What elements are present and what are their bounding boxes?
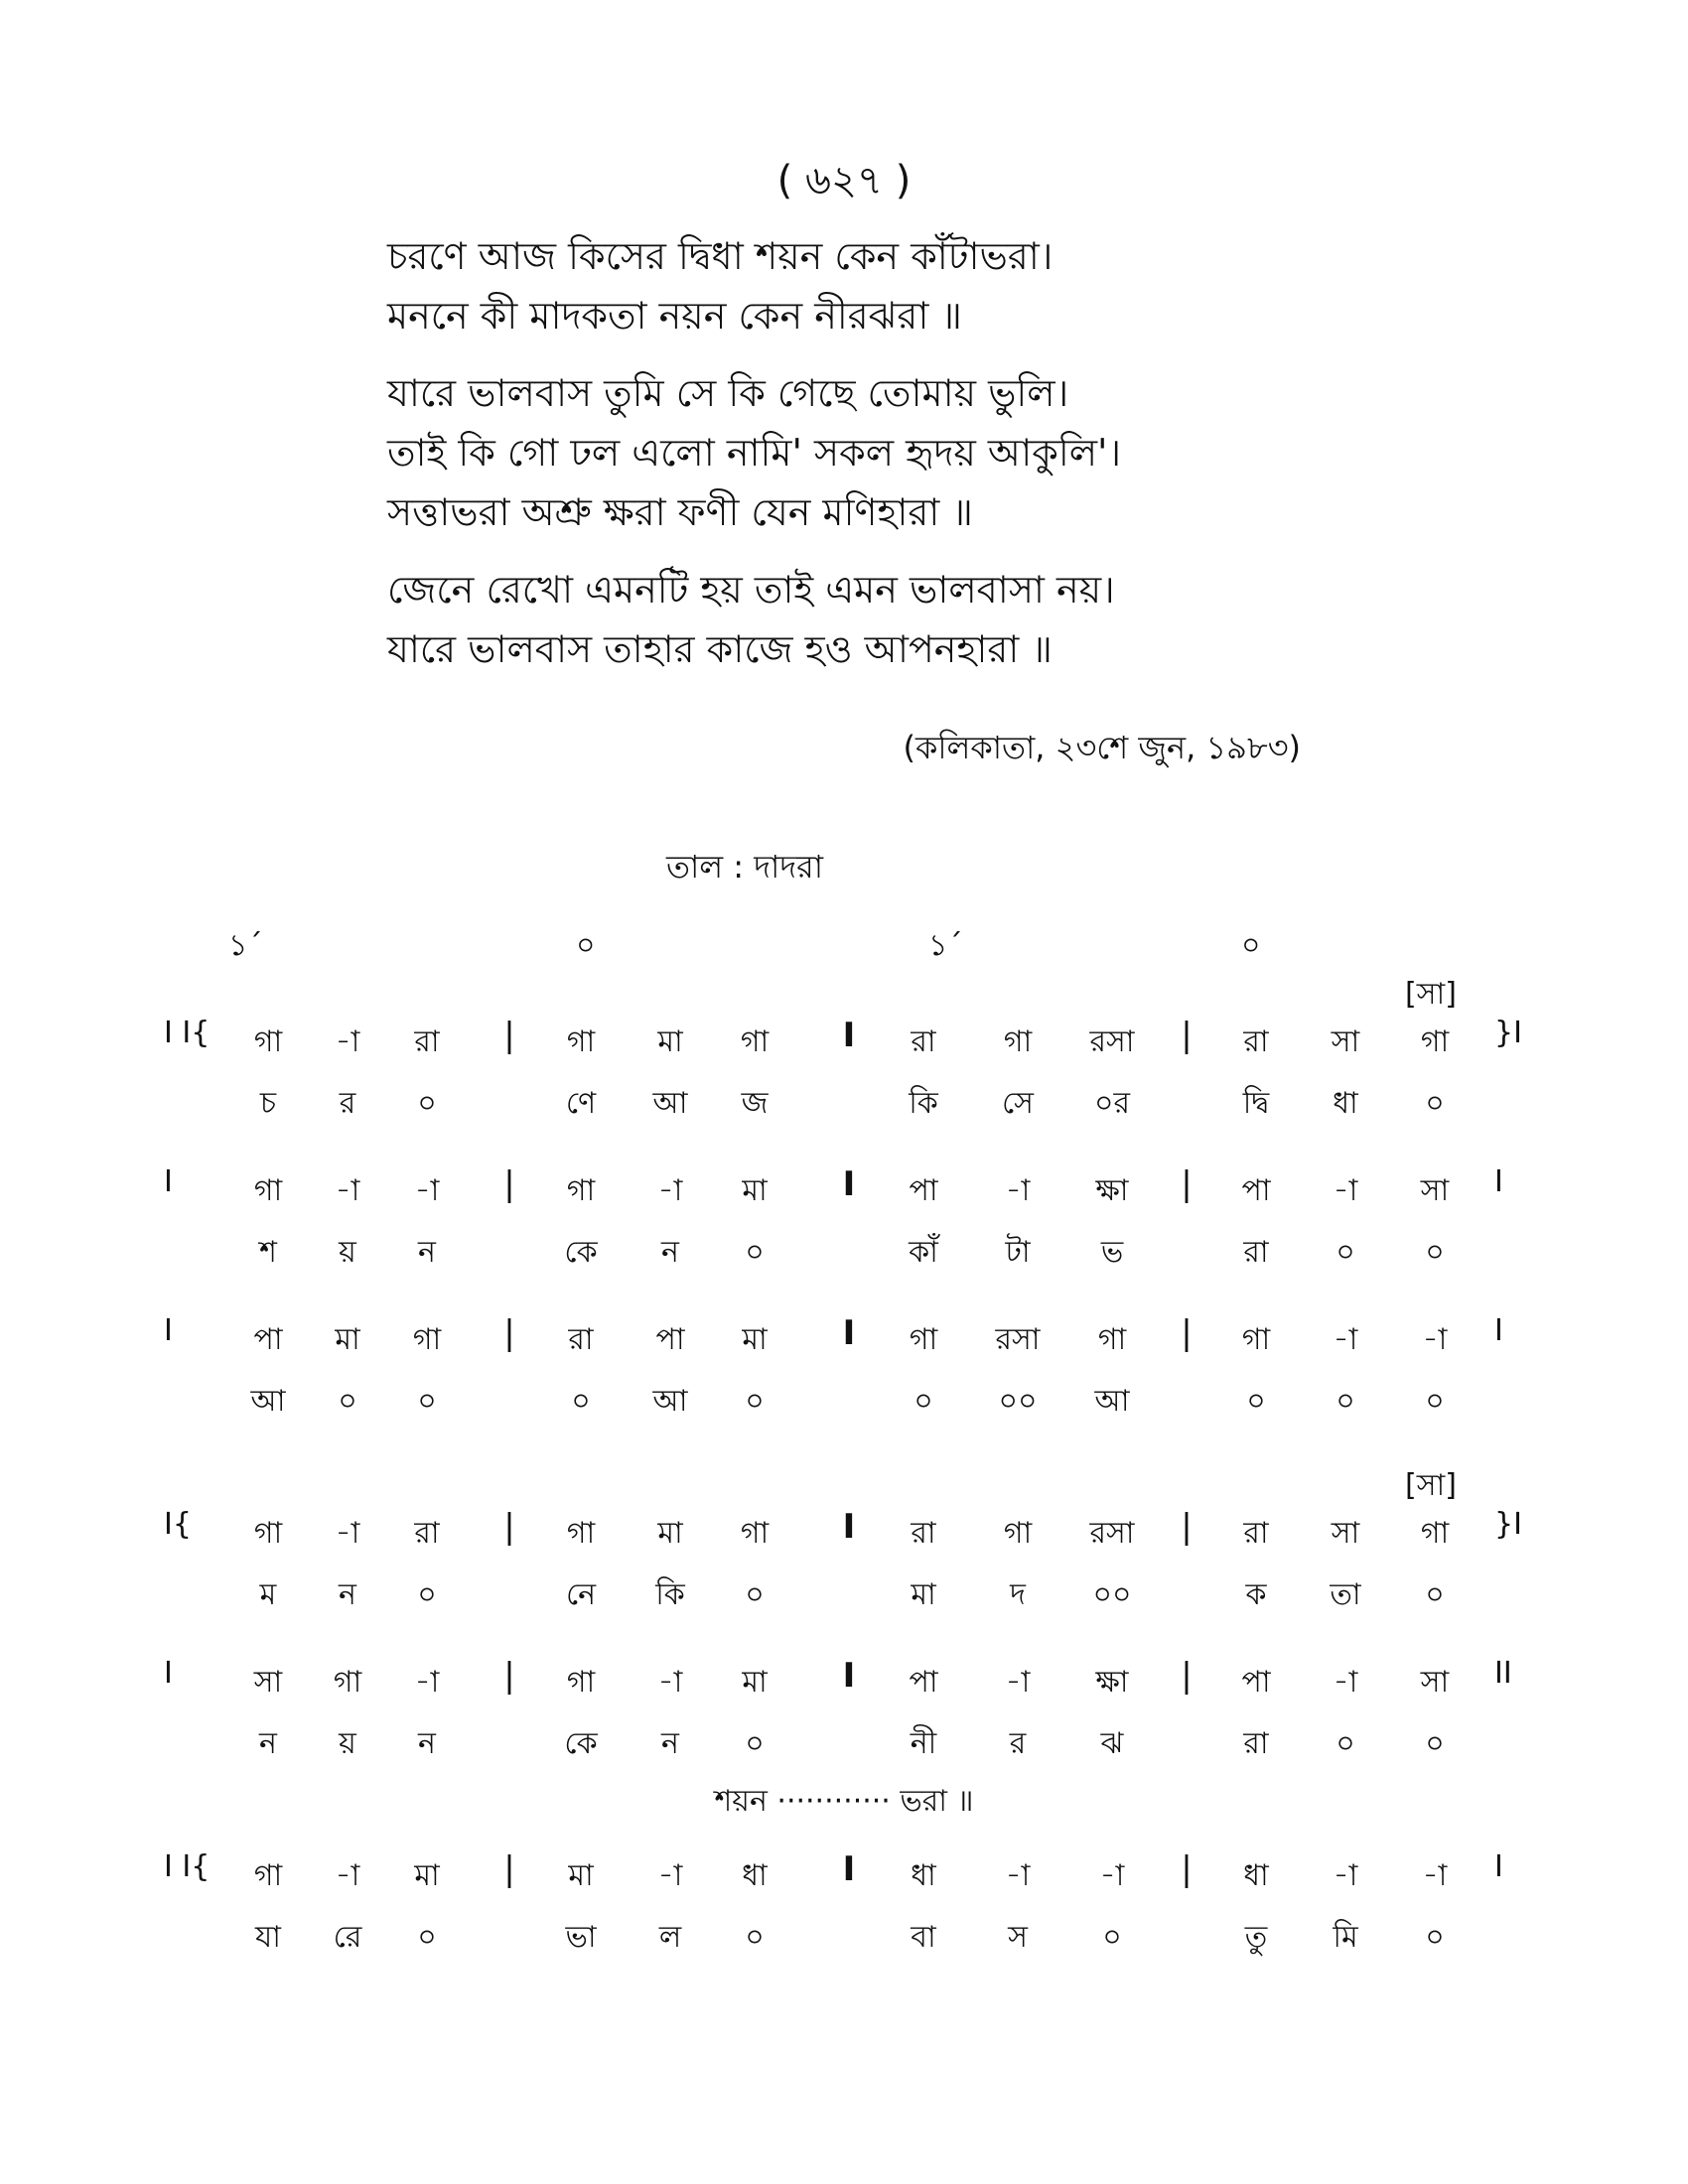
swara-note: পা <box>909 1173 938 1208</box>
lyric-syllable: ০ <box>745 1920 765 1955</box>
bar-separator: | <box>503 1016 515 1055</box>
place-date-note: (কলিকাতা, ২৩শে জুন, ১৯৮৩) <box>903 729 1301 766</box>
swara-note: রা <box>414 1516 440 1551</box>
extra-note: [সা] <box>1405 977 1457 1012</box>
swara-note: সা <box>1420 1173 1450 1208</box>
swara-note: মা <box>657 1024 683 1059</box>
refrain-note: শয়ন ············ ভরা ॥ <box>714 1784 974 1819</box>
lyric-syllable: কে <box>564 1726 598 1761</box>
swara-note: -া <box>1333 1173 1358 1208</box>
swara-note: পা <box>1241 1173 1271 1208</box>
lyric-syllable: ম <box>259 1577 277 1612</box>
lyric-syllable: য় <box>339 1235 356 1270</box>
lyric-syllable: ০ <box>745 1577 765 1612</box>
swara-note: রসা <box>995 1322 1041 1357</box>
lyric-syllable: ক <box>1245 1577 1267 1612</box>
swara-note: মা <box>657 1516 683 1551</box>
lyric-syllable: ০ <box>1246 1384 1266 1419</box>
lyric-syllable: ০ <box>745 1384 765 1419</box>
beat-mark: ০ <box>576 928 596 963</box>
lyric-syllable: ০ <box>417 1384 437 1419</box>
lyric-syllable: আ <box>250 1384 286 1419</box>
lyric-line: সত্তাভরা অশ্রু ক্ষরা ফণী যেন মণিহারা ॥ <box>387 490 973 534</box>
lyric-syllable: স <box>1008 1920 1028 1955</box>
lyric-syllable: ণে <box>565 1086 597 1121</box>
swara-note: -া <box>1005 1665 1031 1700</box>
swara-note: রা <box>414 1024 440 1059</box>
lyric-syllable: ০ <box>571 1384 591 1419</box>
lyric-syllable: ধা <box>1333 1086 1358 1121</box>
lyric-syllable: ০০ <box>1092 1577 1132 1612</box>
swara-note: গা <box>253 1516 283 1551</box>
lyric-syllable: ন <box>339 1577 356 1612</box>
swara-note: রা <box>1243 1516 1269 1551</box>
swara-note: রসা <box>1089 1024 1135 1059</box>
lyric-syllable: শ <box>259 1235 277 1270</box>
bar-separator: | <box>1181 1016 1193 1055</box>
swara-note: -া <box>657 1665 683 1700</box>
lyric-syllable: ০ <box>914 1384 933 1419</box>
lyric-syllable: ০ <box>1102 1920 1122 1955</box>
lyric-syllable: নী <box>910 1726 937 1761</box>
swara-note: রা <box>911 1024 936 1059</box>
lyric-line: যারে ভালবাস তাহার কাজে হও আপনহারা ॥ <box>387 627 1053 671</box>
lyric-stanza <box>387 363 1380 542</box>
bar-separator: | <box>503 1656 515 1696</box>
lyric-syllable: ০ <box>417 1920 437 1955</box>
lyric-stanza <box>387 560 1380 679</box>
lyric-syllable: আ <box>1094 1384 1130 1419</box>
swara-note: গা <box>1420 1516 1450 1551</box>
swara-note: গা <box>412 1322 442 1357</box>
swara-note: -া <box>414 1173 440 1208</box>
swara-note: মা <box>742 1665 768 1700</box>
swara-note: ক্ষা <box>1095 1665 1129 1700</box>
swara-note: সা <box>253 1665 283 1700</box>
swara-note: মা <box>742 1173 768 1208</box>
tala-title: তাল : দাদরা <box>665 848 824 886</box>
swara-note: গা <box>566 1173 596 1208</box>
row-end-mark: II <box>1494 1656 1512 1691</box>
swara-note: মা <box>568 1858 594 1893</box>
lyric-syllable: ০ <box>1425 1577 1445 1612</box>
lyric-syllable: ০ <box>1425 1726 1445 1761</box>
swara-note: -া <box>335 1858 360 1893</box>
lyric-syllable: রা <box>1243 1235 1269 1270</box>
lyric-syllable: কে <box>564 1235 598 1270</box>
swara-note: -া <box>335 1516 360 1551</box>
row-start-mark: I{ <box>164 1507 192 1542</box>
swara-note: মা <box>414 1858 440 1893</box>
lyric-syllable: র <box>339 1086 356 1121</box>
swara-note: সা <box>1420 1665 1450 1700</box>
lyric-syllable: ০ <box>745 1726 765 1761</box>
lyric-syllable: ০ <box>1425 1086 1445 1121</box>
lyric-syllable: কাঁ <box>909 1235 938 1270</box>
bar-separator: I <box>842 1164 856 1204</box>
lyric-syllable: ০ <box>745 1235 765 1270</box>
lyric-line: তাই কি গো ঢল এলো নামি' সকল হৃদয় আকুলি'। <box>387 431 1122 475</box>
lyric-syllable: ০ <box>417 1577 437 1612</box>
swara-note: গা <box>740 1024 770 1059</box>
bar-separator: I <box>842 1849 856 1889</box>
page-number: ( ৬২৭ ) <box>776 158 912 204</box>
lyric-syllable: ০ <box>338 1384 357 1419</box>
lyric-syllable: মা <box>911 1577 936 1612</box>
swara-note: সা <box>1331 1516 1360 1551</box>
lyric-syllable: ০ <box>1336 1235 1355 1270</box>
lyric-syllable: ল <box>658 1920 682 1955</box>
lyric-line: যারে ভালবাস তুমি সে কি গেছে তোমায় ভুলি। <box>387 371 1069 415</box>
beat-mark: ০ <box>1241 928 1261 963</box>
swara-note: গা <box>740 1516 770 1551</box>
lyric-syllable: ন <box>661 1235 679 1270</box>
lyric-syllable: জ <box>741 1086 769 1121</box>
row-start-mark: I I{ <box>164 1849 211 1884</box>
lyric-syllable: ০ <box>1425 1920 1445 1955</box>
swara-note: ধা <box>911 1858 936 1893</box>
lyric-syllable: ভা <box>565 1920 597 1955</box>
lyric-line: চরণে আজ কিসের দ্বিধা শয়ন কেন কাঁটাভরা। <box>387 234 1054 278</box>
swara-note: ধা <box>742 1858 768 1893</box>
lyric-syllable: দ <box>1010 1577 1026 1612</box>
bar-separator: | <box>503 1849 515 1889</box>
swara-note: রা <box>1243 1024 1269 1059</box>
lyric-syllable: কি <box>909 1086 938 1121</box>
swara-note: -া <box>1422 1322 1448 1357</box>
lyric-syllable: ন <box>661 1726 679 1761</box>
bar-separator: I <box>842 1507 856 1547</box>
lyric-syllable: বা <box>911 1920 936 1955</box>
row-start-mark: I <box>164 1656 173 1691</box>
swara-note: পা <box>253 1322 283 1357</box>
swara-note: -া <box>657 1173 683 1208</box>
swara-note: গা <box>1420 1024 1450 1059</box>
lyric-syllable: ন <box>259 1726 277 1761</box>
bar-separator: | <box>1181 1313 1193 1353</box>
lyric-syllable: চ <box>259 1086 277 1121</box>
bar-separator: | <box>1181 1849 1193 1889</box>
swara-note: গা <box>566 1516 596 1551</box>
swara-note: -া <box>657 1858 683 1893</box>
swara-note: মা <box>335 1322 360 1357</box>
lyric-syllable: ঝ <box>1100 1726 1124 1761</box>
lyric-syllable: র <box>1009 1726 1027 1761</box>
lyric-syllable: ভ <box>1100 1235 1124 1270</box>
swara-note: পা <box>655 1322 685 1357</box>
lyric-syllable: টা <box>1005 1235 1031 1270</box>
swara-note: -া <box>1005 1858 1031 1893</box>
swara-note: গা <box>253 1858 283 1893</box>
swara-note: -া <box>1422 1858 1448 1893</box>
row-end-mark: I <box>1494 1164 1503 1199</box>
lyric-syllable: ০র <box>1093 1086 1131 1121</box>
lyric-stanza <box>387 226 1380 345</box>
beat-mark: ১´ <box>928 928 963 963</box>
lyric-syllable: রা <box>1243 1726 1269 1761</box>
swara-note: মা <box>742 1322 768 1357</box>
lyric-line: জেনে রেখো এমনটি হয় তাই এমন ভালবাসা নয়। <box>387 568 1115 612</box>
swara-note: গা <box>566 1665 596 1700</box>
lyric-syllable: ০ <box>1336 1384 1355 1419</box>
lyric-syllable: নে <box>565 1577 597 1612</box>
bar-separator: I <box>842 1313 856 1353</box>
lyric-syllable: তা <box>1330 1577 1361 1612</box>
swara-note: গা <box>253 1024 283 1059</box>
swara-note: গা <box>1003 1516 1033 1551</box>
swara-note: -া <box>1333 1322 1358 1357</box>
swara-note: গা <box>1003 1024 1033 1059</box>
bar-separator: | <box>503 1507 515 1547</box>
lyric-syllable: ০ <box>1425 1384 1445 1419</box>
lyrics-block <box>387 226 1380 697</box>
lyric-syllable: ০ <box>1336 1726 1355 1761</box>
lyric-syllable: আ <box>652 1384 688 1419</box>
row-start-mark: I <box>164 1313 173 1348</box>
swara-note: ক্ষা <box>1095 1173 1129 1208</box>
swara-note: -া <box>335 1173 360 1208</box>
swara-note: গা <box>1241 1322 1271 1357</box>
swara-note: গা <box>1097 1322 1127 1357</box>
lyric-syllable: ০০ <box>998 1384 1038 1419</box>
lyric-syllable: যা <box>255 1920 281 1955</box>
lyric-syllable: আ <box>652 1086 688 1121</box>
bar-separator: | <box>503 1313 515 1353</box>
swara-note: রা <box>568 1322 594 1357</box>
lyric-syllable: তু <box>1244 1920 1268 1955</box>
swara-note: -া <box>1333 1858 1358 1893</box>
swara-note: -া <box>1005 1173 1031 1208</box>
swara-note: গা <box>333 1665 362 1700</box>
swara-note: পা <box>909 1665 938 1700</box>
bar-separator: I <box>842 1656 856 1696</box>
beat-mark: ১´ <box>228 928 263 963</box>
bar-separator: I <box>842 1016 856 1055</box>
lyric-syllable: ন <box>418 1726 436 1761</box>
lyric-syllable: ০ <box>1425 1235 1445 1270</box>
swara-note: পা <box>1241 1665 1271 1700</box>
bar-separator: | <box>1181 1656 1193 1696</box>
lyric-syllable: সে <box>1002 1086 1034 1121</box>
lyric-line: মননে কী মাদকতা নয়ন কেন নীরঝরা ॥ <box>387 294 962 338</box>
swara-note: রসা <box>1089 1516 1135 1551</box>
row-start-mark: I <box>164 1164 173 1199</box>
lyric-syllable: ন <box>418 1235 436 1270</box>
swara-note: রা <box>911 1516 936 1551</box>
row-end-mark: I <box>1494 1313 1503 1348</box>
row-start-mark: I I{ <box>164 1016 211 1050</box>
swara-note: সা <box>1331 1024 1360 1059</box>
lyric-syllable: য় <box>339 1726 356 1761</box>
lyric-syllable: মি <box>1333 1920 1358 1955</box>
bar-separator: | <box>503 1164 515 1204</box>
row-end-mark: }I <box>1494 1016 1522 1050</box>
bar-separator: | <box>1181 1507 1193 1547</box>
swara-note: গা <box>253 1173 283 1208</box>
swara-note: -া <box>414 1665 440 1700</box>
swara-note: -া <box>1099 1858 1125 1893</box>
swara-note: -া <box>335 1024 360 1059</box>
extra-note: [সা] <box>1405 1468 1457 1503</box>
swara-note: -া <box>1333 1665 1358 1700</box>
row-end-mark: I <box>1494 1849 1503 1884</box>
swara-note: ধা <box>1243 1858 1269 1893</box>
lyric-syllable: ০ <box>417 1086 437 1121</box>
lyric-syllable: কি <box>655 1577 685 1612</box>
lyric-syllable: দ্বি <box>1242 1086 1270 1121</box>
lyric-syllable: রে <box>333 1920 362 1955</box>
swara-note: গা <box>566 1024 596 1059</box>
bar-separator: | <box>1181 1164 1193 1204</box>
row-end-mark: }I <box>1494 1507 1522 1542</box>
swara-note: গা <box>909 1322 938 1357</box>
